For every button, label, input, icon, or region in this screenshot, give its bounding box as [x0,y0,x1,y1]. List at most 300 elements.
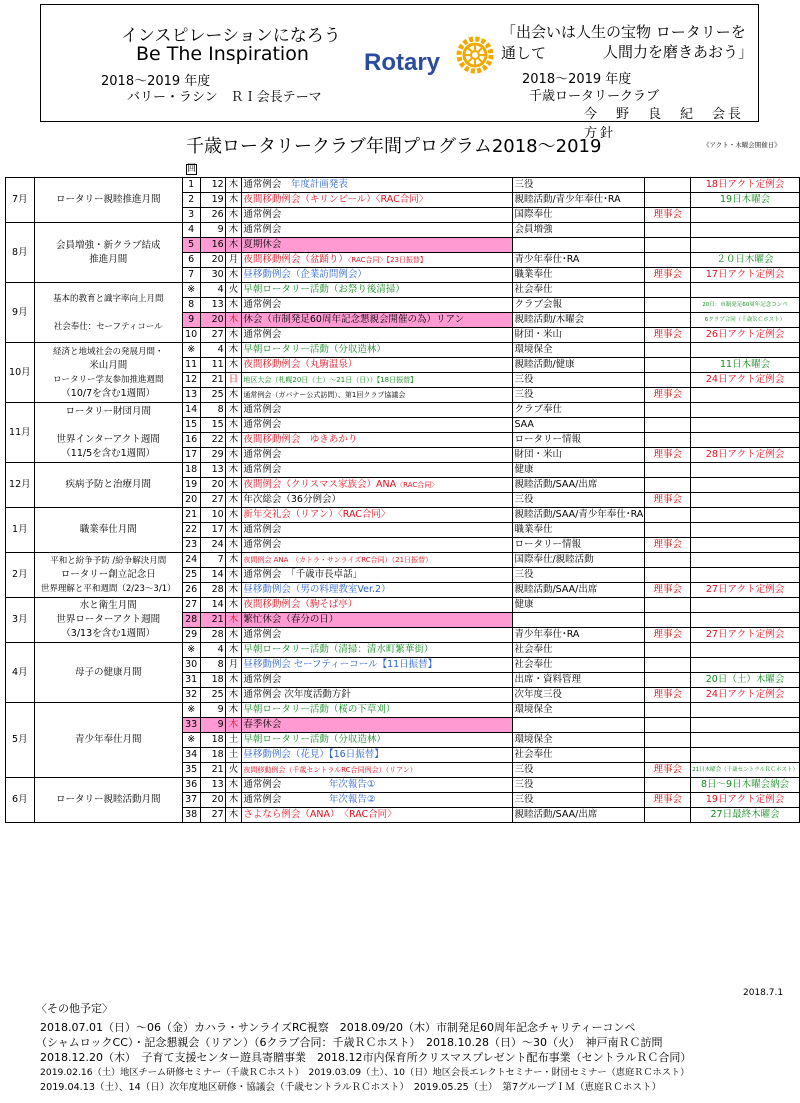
act-schedule-cell: 24日アクト定例会 [691,373,800,388]
department-cell: 会員増強 [513,223,645,238]
department-cell: 青少年奉仕･RA [513,253,645,268]
theme-line: （10/7を含む1週間） [61,387,156,399]
weekday: 木 [225,223,242,238]
meeting-date: 21 [200,763,225,778]
act-schedule-cell: 20日（土）木曜会 [691,673,800,688]
event-text: 繁忙休会（春分の日） [243,614,339,625]
meeting-number: 32 [182,688,200,703]
event-cell [242,748,513,763]
month-label: 12月 [6,463,35,508]
weekday: 木 [225,508,242,523]
board-meeting-cell [645,733,691,748]
theme-line [36,306,181,320]
board-meeting-cell [645,463,691,478]
meeting-date: 20 [200,313,225,328]
weekday: 木 [225,208,242,223]
event-cell [242,373,513,388]
meeting-number: 21 [182,508,200,523]
event-text: 早朝ロータリー活動（分収造林） [243,734,386,745]
board-meeting-cell [645,223,691,238]
event-cell [242,718,513,733]
meeting-number: ※ [182,643,200,658]
other-schedule-heading: 〈その他予定〉 [36,1002,113,1015]
month-label: 3月 [6,598,35,643]
act-schedule-cell [691,433,800,448]
other-schedule-line: （シャムロックCC）・記念懇親会（リアン）（6クラブ合同：千歳ＲＣホスト） 2018.10.28（日）～30（火） 神戸南ＲＣ訪問 [36,1036,663,1049]
event-cell [242,703,513,718]
weekday: 土 [225,748,242,763]
weekday: 木 [225,523,242,538]
event-text: 通常例会 [243,449,282,460]
weekday: 木 [225,463,242,478]
theme-line: （11/5を含む1週間） [61,447,156,459]
board-meeting-cell [645,703,691,718]
act-schedule-cell: ２０日木曜会 [691,253,800,268]
event-text: 通常例会 「千歳市長卓話」 [243,569,363,580]
act-schedule-cell [691,553,800,568]
board-meeting-cell [645,373,691,388]
page-title: 千歳ロータリークラブ年間プログラム2018～2019 [186,136,602,157]
act-schedule-cell: 8日～9日木曜会納会 [691,778,800,793]
weekday: 木 [225,268,242,283]
meeting-date: 13 [200,778,225,793]
board-meeting-cell [645,343,691,358]
act-schedule-cell: 27日アクト定例会 [691,583,800,598]
board-meeting-cell: 理事会 [645,208,691,223]
department-cell: 社会奉仕 [513,643,645,658]
weekday: 月 [225,658,242,673]
event-cell [242,553,513,568]
event-text: 通常例会（ガバナー公式訪問）、第1回クラブ協議会 [243,391,406,399]
table-row [6,223,800,238]
weekday: 木 [225,793,242,808]
event-cell [242,658,513,673]
event-cell [242,208,513,223]
act-schedule-cell: 18日アクト定例会 [691,178,800,193]
meeting-date: 9 [200,718,225,733]
theme-line: 平和と紛争予防 /紛争解決月間 [50,556,167,566]
other-schedule-line: 2019.02.16（土）地区チーム研修セミナー（千歳ＲＣホスト） 2019.03.09（土）、10（日）地区会長エレクトセミナー・財団セミナー（恵庭ＲＣホスト） [40,1067,690,1078]
meeting-number: 36 [182,778,200,793]
board-meeting-cell [645,178,691,193]
event-cell [242,763,513,778]
weekday: 木 [225,598,242,613]
event-text: 夜間移動例会（駒そば亭） [243,599,358,610]
event-cell [242,523,513,538]
meeting-date: 18 [200,733,225,748]
table-row [6,283,800,298]
other-schedule-line: 2018.07.01（日）～06（金）カハラ・サンライズRC視察 2018.09/20（木）市制発足60周年記念チャリティーコンペ [40,1021,636,1034]
header-president-policy: 今 野 良 紀 会長方針 [584,107,745,141]
meeting-number: 16 [182,433,200,448]
weekday: 木 [225,448,242,463]
board-meeting-cell: 理事会 [645,583,691,598]
act-schedule-cell: 26日アクト定例会 [691,328,800,343]
event-text: 夜間例会 ANA （カトラ・サンライズRC合同）（21日振替） [243,556,433,564]
act-schedule-cell: 20日：市制発足60周年記念コンペ [691,298,800,313]
meeting-number: 1 [182,178,200,193]
table-row [6,703,800,718]
board-meeting-cell [645,808,691,823]
meeting-date: 19 [200,193,225,208]
meeting-number: ※ [182,703,200,718]
event-text: 通常例会 [243,524,282,535]
event-text: 早朝ロータリー活動（お祭り後清掃） [243,284,405,295]
meeting-date: 14 [200,598,225,613]
event-text: 通常例会 [243,299,282,310]
board-meeting-cell [645,403,691,418]
theme-line: 水と衛生月間 [79,600,137,611]
department-cell: 環境保全 [513,733,645,748]
department-cell: 国際奉仕/親睦活動 [513,553,645,568]
meeting-number: 2 [182,193,200,208]
weekday: 木 [225,673,242,688]
board-meeting-cell [645,433,691,448]
event-text: 通常例会 [243,779,282,790]
meeting-date: 12 [200,178,225,193]
department-cell: クラブ奉仕 [513,403,645,418]
weekday: 火 [225,283,242,298]
meeting-date: 17 [200,523,225,538]
meeting-number: 8 [182,298,200,313]
department-cell: 親睦活動/SAA/出席 [513,808,645,823]
theme-line: （3/13を含む1週間） [61,628,156,639]
table-row [6,643,800,658]
event-text: 春季休会 [243,719,282,730]
board-meeting-cell: 理事会 [645,688,691,703]
department-cell [513,613,645,628]
act-schedule-cell [691,613,800,628]
board-meeting-cell [645,718,691,733]
act-schedule-cell [691,538,800,553]
event-cell [242,448,513,463]
meeting-date: 18 [200,748,225,763]
meeting-number: 23 [182,538,200,553]
board-meeting-cell [645,358,691,373]
weekday: 木 [225,613,242,628]
theme-line: 職業奉仕月間 [79,524,137,535]
month-label: 9月 [6,283,35,343]
event-text: 地区大会（札幌20日（土）～21日（日））【18日振替】 [243,376,418,384]
header-club-name: 千歳ロータリークラブ [529,89,660,104]
month-label: 5月 [6,703,35,778]
department-cell: 社会奉仕 [513,283,645,298]
event-text: 夜間移動例会（丸駒温泉） [243,359,358,370]
table-row [6,778,800,793]
theme-line: ロータリー親睦活動月間 [55,794,161,805]
event-text: 通常例会 [243,674,282,685]
board-meeting-cell: 理事会 [645,763,691,778]
act-schedule-cell: 19日木曜会 [691,193,800,208]
event-text: 通常例会 [243,404,282,415]
table-row [6,553,800,568]
meeting-number: 37 [182,793,200,808]
theme-line [36,419,181,433]
meeting-date: 14 [200,568,225,583]
department-cell [513,718,645,733]
weekday: 月 [225,253,242,268]
meeting-date: 4 [200,643,225,658]
board-meeting-cell [645,253,691,268]
act-schedule-cell [691,223,800,238]
event-cell [242,433,513,448]
board-meeting-cell: 理事会 [645,538,691,553]
meeting-date: 30 [200,268,225,283]
board-meeting-cell [645,748,691,763]
act-schedule-cell [691,568,800,583]
meeting-date: 9 [200,703,225,718]
act-schedule-cell [691,508,800,523]
event-text: 夜間移動例会（キリンビール）〈RAC合同〉 [243,194,429,205]
event-cell [242,688,513,703]
meeting-number: 4 [182,223,200,238]
act-schedule-cell [691,493,800,508]
issue-date: 2018.7.1 [743,988,784,998]
meeting-date: 13 [200,298,225,313]
event-text: 夏期休会 [243,239,282,250]
event-text: 〈RAC合同〉 [396,481,439,489]
header-motto-line1: 「出会いは人生の宝物 ロータリーを通して [501,23,746,62]
header-right-year: 2018～2019 年度 [522,72,632,87]
theme-line: ロータリー創立記念日 [60,569,156,580]
meeting-number: 3 [182,208,200,223]
weekday: 木 [225,808,242,823]
event-cell [242,583,513,598]
event-text: 昼移動例会（男の料理教室Ver.2） [243,584,391,595]
theme-line: 社会奉仕：セーフティコール [53,321,163,332]
event-text: 通常例会 [243,419,282,430]
act-schedule-cell: 21日木曜会（千歳セントラルＲＣホスト） [691,763,800,778]
month-theme [34,403,182,463]
program-table [5,177,800,823]
event-cell [242,313,513,328]
theme-line: 世界ローターアクト週間 [56,614,161,625]
theme-line: ロータリー財団月間 [65,405,151,417]
meeting-date: 20 [200,253,225,268]
event-cell [242,343,513,358]
meeting-date: 4 [200,283,225,298]
event-cell [242,178,513,193]
meeting-number: ※ [182,733,200,748]
weekday: 木 [225,298,242,313]
theme-line: 推進月間 [89,253,128,265]
meeting-number: 31 [182,673,200,688]
event-text: 早朝ロータリー活動（桜の下草刈） [243,704,396,715]
board-meeting-cell [645,418,691,433]
event-text: 昼移動例会 セーフティーコール【11日振替】 [243,659,438,670]
meeting-date: 10 [200,508,225,523]
weekday: 木 [225,418,242,433]
board-meeting-cell: 理事会 [645,793,691,808]
event-text: 夜間移動例会（盆踊り） [243,254,348,265]
legend-note: 《アクト・木曜会開催日》 [703,141,781,149]
event-cell [242,223,513,238]
department-cell: 職業奉仕 [513,523,645,538]
weekday: 木 [225,193,242,208]
meeting-number: 33 [182,718,200,733]
department-cell: 親睦活動/SAA/出席 [513,478,645,493]
meeting-date: 16 [200,238,225,253]
month-theme [34,598,182,643]
weekday: 木 [225,238,242,253]
department-cell: 三役 [513,793,645,808]
department-cell: 三役 [513,388,645,403]
event-text: 新年交礼会（リアン）〈RAC合同〉 [243,509,391,520]
act-schedule-cell [691,403,800,418]
act-schedule-cell: 11日木曜会 [691,358,800,373]
weekday: 木 [225,538,242,553]
meeting-date: 28 [200,583,225,598]
weekday: 木 [225,553,242,568]
month-theme [34,778,182,823]
event-text: 通常例会 [243,329,282,340]
table-row [6,178,800,193]
event-text: 昼移動例会（花見）【16日振替】 [243,749,384,760]
event-text: 夜間移動例会（千歳セントラルRC合同例会）（リアン） [243,766,417,774]
event-cell [242,418,513,433]
act-schedule-cell [691,598,800,613]
department-cell: 職業奉仕 [513,268,645,283]
meeting-number: 9 [182,313,200,328]
act-schedule-cell [691,463,800,478]
event-cell [242,778,513,793]
act-schedule-cell [691,523,800,538]
meeting-number: 25 [182,568,200,583]
weekday: 木 [225,328,242,343]
weekday: 木 [225,493,242,508]
table-row [6,403,800,418]
department-cell: 三役 [513,178,645,193]
event-cell [242,538,513,553]
act-schedule-cell: 17日アクト定例会 [691,268,800,283]
department-cell: 社会奉仕 [513,748,645,763]
theme-line: 基本的教育と識字率向上月間 [52,293,164,304]
meeting-number: 7 [182,268,200,283]
event-text: 通常例会 次年度活動方針 [243,689,351,700]
weekday: 土 [225,733,242,748]
theme-line: ロータリー親睦推進月間 [55,194,161,205]
month-label: 1月 [6,508,35,553]
weekday: 木 [225,778,242,793]
meeting-number: 11 [182,358,200,373]
table-row [6,598,800,613]
event-cell [242,598,513,613]
header-theme-jp: インスピレーションになろう [121,26,341,46]
event-text: 年次総会（36分例会） [243,494,341,505]
meeting-number: 34 [182,748,200,763]
meeting-date: 13 [200,463,225,478]
act-schedule-cell [691,733,800,748]
board-meeting-cell [645,613,691,628]
meeting-date: 25 [200,688,225,703]
event-cell [242,403,513,418]
department-cell: 出席・資料管理 [513,673,645,688]
meeting-number: 19 [182,478,200,493]
meeting-date: 18 [200,673,225,688]
meeting-number: 22 [182,523,200,538]
meeting-number: 20 [182,493,200,508]
header-left-president: バリー・ラシン ＲＩ会長テーマ [127,90,322,105]
theme-line: 母子の健康月間 [74,666,142,678]
month-theme [34,283,182,343]
act-schedule-cell [691,343,800,358]
meeting-number: 28 [182,613,200,628]
event-text: 早朝ロータリー活動（分収造林） [243,344,386,355]
board-meeting-cell [645,298,691,313]
meeting-number: 18 [182,463,200,478]
weekday: 火 [225,763,242,778]
month-label: 2月 [6,553,35,598]
department-cell: 健康 [513,598,645,613]
department-cell: 青少年奉仕･RA [513,628,645,643]
event-text: 通常例会 [243,209,282,220]
department-cell: 親睦活動/SAA/青少年奉仕･RA [513,508,645,523]
event-cell [242,238,513,253]
meeting-number: 13 [182,388,200,403]
act-schedule-cell: 19日アクト定例会 [691,793,800,808]
theme-line: 青少年奉仕月間 [74,734,142,745]
weekday: 木 [225,178,242,193]
act-schedule-cell: 27日アクト定例会 [691,628,800,643]
theme-line: 経済と地域社会の発展月間・ [52,346,164,357]
meeting-date: 28 [200,628,225,643]
board-meeting-cell [645,238,691,253]
board-meeting-cell [645,478,691,493]
event-cell [242,253,513,268]
meeting-date: 15 [200,418,225,433]
month-label: 6月 [6,778,35,823]
department-cell: 財団・米山 [513,448,645,463]
event-text: 昼移動例会（企業訪問例会） [243,269,367,280]
act-schedule-cell [691,748,800,763]
meeting-date: 25 [200,388,225,403]
month-theme [34,178,182,223]
department-cell: 社会奉仕 [513,658,645,673]
act-schedule-cell [691,283,800,298]
month-label: 8月 [6,223,35,283]
meeting-date: 20 [200,793,225,808]
meeting-count-label: 回 [187,164,197,174]
theme-line: 世界インターアクト週間 [56,433,160,445]
header-left-year: 2018～2019 年度 [101,74,211,89]
meeting-date: 24 [200,538,225,553]
weekday: 木 [225,433,242,448]
meeting-date: 20 [200,478,225,493]
meeting-date: 27 [200,808,225,823]
department-cell: 財団・米山 [513,328,645,343]
meeting-date: 27 [200,493,225,508]
month-label: 11月 [6,403,35,463]
event-cell [242,283,513,298]
table-row [6,463,800,478]
event-cell [242,808,513,823]
month-theme [34,223,182,283]
act-schedule-cell [691,643,800,658]
department-cell: SAA [513,418,645,433]
weekday: 木 [225,388,242,403]
event-text: 早朝ロータリー活動（清掃：清水町繁華街） [243,644,434,655]
weekday: 木 [225,343,242,358]
act-schedule-cell [691,238,800,253]
meeting-number: 24 [182,553,200,568]
event-text: 夜間移動例会 ゆきあかり [243,434,358,445]
board-meeting-cell: 理事会 [645,388,691,403]
theme-line: ロータリー学友参加推進週間 [52,374,164,385]
department-cell: 三役 [513,373,645,388]
act-schedule-cell [691,208,800,223]
weekday: 木 [225,643,242,658]
meeting-date: 22 [200,433,225,448]
